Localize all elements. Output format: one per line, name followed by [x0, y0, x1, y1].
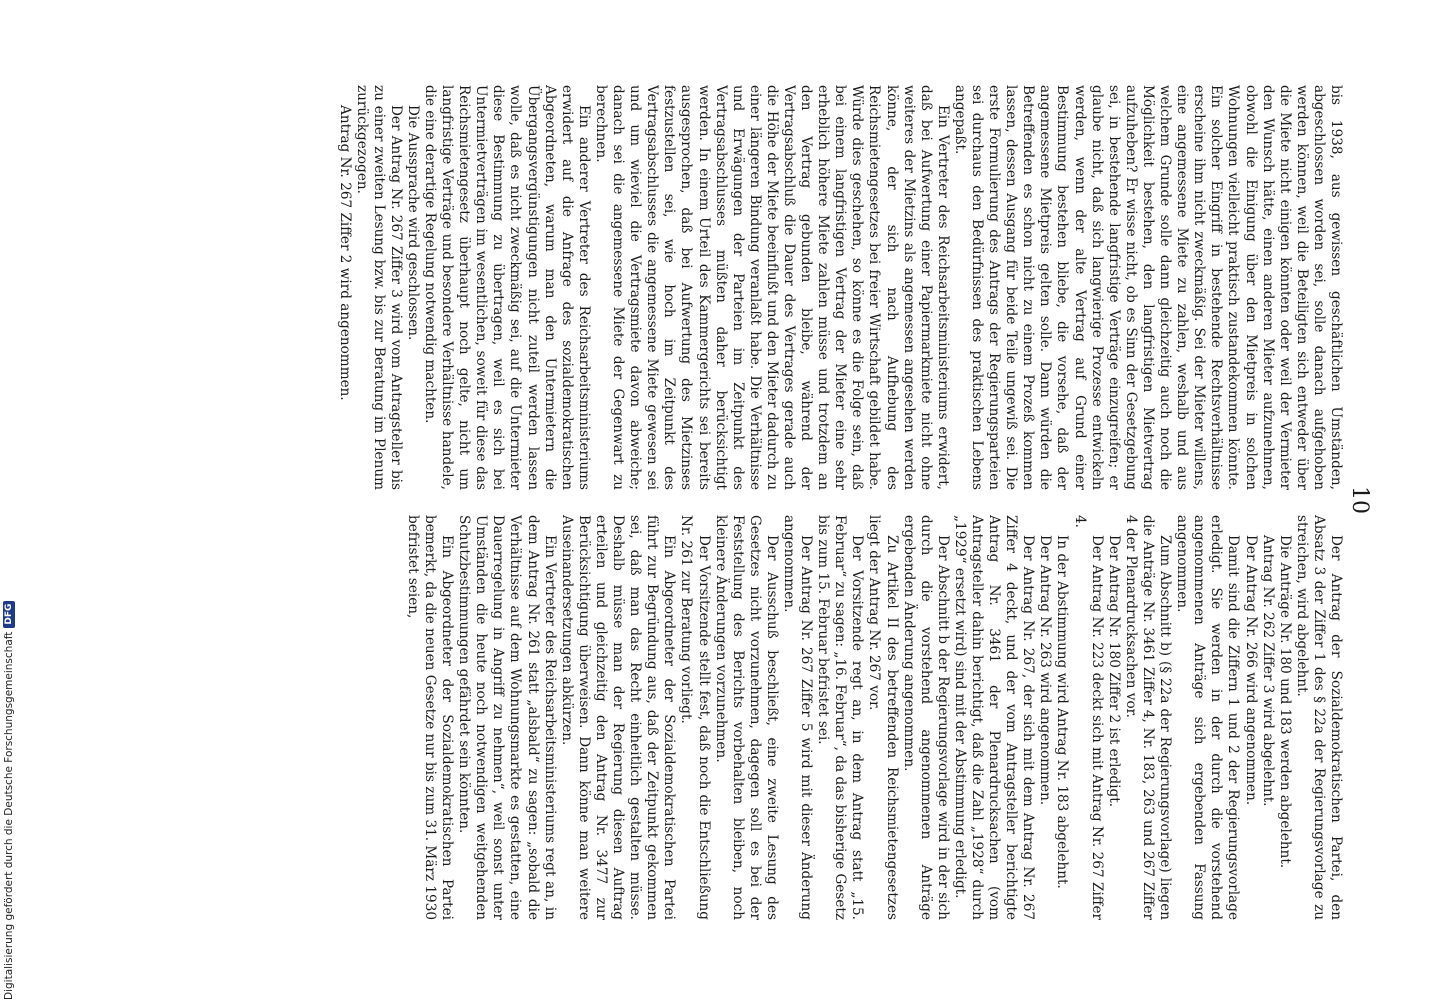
paragraph: Der Antrag Nr. 267, der sich mit dem Antrag Nr. 267 Ziffer 4 deckt, und der vom Antragsteller berichtigte Antrag Nr. 3461 der Plenardrucksachen (vom Antragsteller dahin berichtigt, daß die Zahl „1928“ durch „1929“ ersetzt wird) sind mit der Abstimmung erledigt. [951, 515, 1037, 920]
paragraph: Zum Abschnitt b) (§ 22a der Regierungsvorlage) liegen die Anträge Nr. 3461 Ziffer 4, Nr. 183, 263 und 267 Ziffer 4 der Plenardrucksachen vor. [1122, 515, 1174, 920]
footer [0, 300, 18, 1000]
paragraph: In der Abstimmung wird Antrag Nr. 183 abgelehnt. [1054, 535, 1071, 889]
left-column [54, 85, 1344, 490]
paragraph: Ein anderer Vertreter des Reichsarbeitsministeriums erwidert auf die Anfrage des sozialdemokratischen Abgeordneten, warum man den Untermietern die Übergangsvergünstigungen nicht zuteil werden lassen wolle, daß es nicht zweckmäßig sei, auf die Untermieter diese Bestimmung zu übertragen, weil es sich bei Untermietverträgen im wesentlichen, soweit für diese das Reichsmietengesetz überhaupt noch gelte, nicht um langfristige Verträge und besondere Verhältnisse handele, die eine derartige Regelung notwendig machten. [422, 85, 592, 490]
paragraph: Der Abschnitt b der Regierungsvorlage wird in der sich durch die vorstehend angenommenen Anträge ergebenden Änderung angenommen. [900, 515, 951, 920]
right-column [54, 515, 1344, 920]
paragraph: Ein Vertreter des Reichsarbeitsministeriums erwidert, daß bei Aufwertung einer Papiermarkmiete nicht ohne weiteres der Mietzins als angemessen angesehen werden könne, der sich nach Aufhebung des Reichsmietengesetzes bei freier Wirtschaft gebildet habe. Würde dies geschehen, so könne es die Folge sein, daß bei einem langfristigen Vertrag der Mieter eine sehr erheblich höhere Miete zahlen müsse und trotzdem an den Vertrag gebunden bleibe, während der Vertragsabschluß die Dauer des Vertrages gerade auch die Höhe der Miete beeinflußt und den Mieter dadurch zu einer längeren Bindung veranlaßt habe. Die Verhältnisse und Erwägungen der Parteien im Zeitpunkt des Vertragsabschlusses müßten daher berücksichtigt werden. In einem Urteil des Kammergerichts sei bereits ausgesprochen, daß bei Aufwertung des Mietzinses festzustellen sei, wie hoch im Zeitpunkt des Vertragsabschlusses die angemessene Miete gewesen sei und um wieviel die Vertragsmiete davon abweiche; danach sei die angemessene Miete der Gegenwart zu berechnen. [592, 85, 951, 490]
paragraph: Ein Vertreter des Reichsarbeitsministeriums regt an, in dem Antrag Nr. 261 statt „alsbald“ zu sagen: „sobald die Verhältnisse auf dem Wohnungsmarkte es gestatten, eine Dauerregelung in Angriff zu nehmen“, weil sonst unter Umständen die heute noch notwendigen weitgehenden Schutzbestimmungen gefährdet sein könnten. [456, 515, 558, 920]
paragraph: Der Antrag Nr. 266 wird angenommen. [1242, 535, 1259, 806]
paragraph: Der Antrag Nr. 267 Ziffer 5 wird mit dieser Änderung angenommen. [781, 515, 815, 920]
paragraph: Antrag Nr. 267 Ziffer 2 wird angenommen. [336, 105, 353, 401]
paragraph: Der Vorsitzende stellt fest, daß noch die Entschließung Nr. 261 zur Beratung vorliegt. [678, 515, 712, 920]
paragraph: Der Vorsitzende regt an, in dem Antrag statt „15. Februar“ zu sagen: „16. Februar“, da das bisherige Gesetz bis zum 15. Februar befristet sei. [815, 515, 866, 920]
paragraph: Die Anträge Nr. 180 und 183 werden abgelehnt. [1276, 535, 1293, 869]
footer-credit: Digitalisierung gefördert durch die Deutsche Forschungsgemeinschaft [3, 631, 15, 1000]
paragraph: Der Antrag Nr. 267 Ziffer 3 wird vom Antragsteller bis zu einer zweiten Lesung bzw. bis zur Beratung im Plenum zurückgezogen. [353, 85, 404, 490]
paragraph: Der Antrag Nr. 223 deckt sich mit Antrag Nr. 267 Ziffer 4. [1071, 515, 1105, 920]
paragraph: Antrag Nr. 262 Ziffer 3 wird abgelehnt. [1259, 535, 1276, 807]
dfg-logo-icon: DFG [3, 601, 15, 628]
paragraph: Der Antrag Nr. 180 Ziffer 2 ist erledigt. [1105, 535, 1122, 808]
paragraph: Der Ausschuß beschließt, eine zweite Lesung des Gesetzes nicht vorzunehmen, dagegen soll es bei der Feststellung des Berichts vorbehalten bleiben, noch kleinere Änderungen vorzunehmen. [712, 515, 780, 920]
paragraph: bis 1938, aus gewissen geschäftlichen Umständen, abgeschlossen worden sei, solle danach aufgehoben werden können, weil die Beteiligten sich entweder über die Miete nicht einigen könnten oder weil der Vermieter den Wunsch hätte, einen anderen Mieter aufzunehmen, obwohl die Einigung über den Mietpreis in solchen Wohnungen vielleicht praktisch zustandekommen könnte. Ein solcher Eingriff in bestehende Rechtsverhältnisse erscheine ihm nicht zweckmäßig. Sei der Mieter willens, eine angemessene Miete zu zahlen, weshalb und aus welchem Grunde solle dann gleichzeitig auch noch die Möglichkeit bestehen, den langfristigen Mietvertrag aufzuheben? Er wisse nicht, ob es Sinn der Gesetzgebung sei, in bestehende langfristige Verträge einzugreifen; er glaube nicht, daß sich langwierige Prozesse entwickeln werden, wenn der alte Vertrag auf Grund einer Bestimmung bestehen bliebe, die vorsehe, daß der angemessene Mietpreis gelten solle. Dann würden die Betreffenden es schon nicht zu einem Prozeß kommen lassen, dessen Ausgang für beide Teile ungewiß sei. Die erste Formulierung des Antrags der Regierungsparteien sei durchaus den Bedürfnissen des praktischen Lebens angepaßt. [951, 85, 1344, 490]
paragraph: Damit sind die Ziffern 1 und 2 der Regierungsvorlage erledigt. Sie werden in der durch die vorstehend angenommenen Anträge sich ergebenden Fassung angenommen. [1174, 515, 1242, 920]
page-number: 10 [1347, 486, 1372, 514]
paragraph: Der Antrag der Sozialdemokratischen Partei, den Absatz 3 der Ziffer 1 des § 22a der Regierungsvorlage zu streichen, wird abgelehnt. [1293, 515, 1344, 920]
paragraph: Die Aussprache wird geschlossen. [404, 105, 421, 341]
paragraph: Der Antrag Nr. 263 wird angenommen. [1037, 535, 1054, 806]
paragraph: Zu Artikel II des betreffenden Reichsmietengesetzes liegt der Antrag Nr. 267 vor. [866, 515, 900, 920]
paragraph: Ein Abgeordneter der Sozialdemokratischen Partei bemerkt, da die neuen Gesetze nur bis zum 31. März 1930 befristet seien, [404, 515, 456, 920]
paragraph: Ein Abgeordneter der Sozialdemokratischen Partei führt zur Begründung aus, daß der Zeitpunkt gekommen sei, daß man das Recht einheitlich gestalten müsse. Deshalb müsse man der Regierung diesen Auftrag erteilen und gleichzeitig den Antrag Nr. 3477 zur Berücksichtigung überweisen. Dann könne man weitere Auseinandersetzungen abkürzen. [558, 515, 678, 920]
